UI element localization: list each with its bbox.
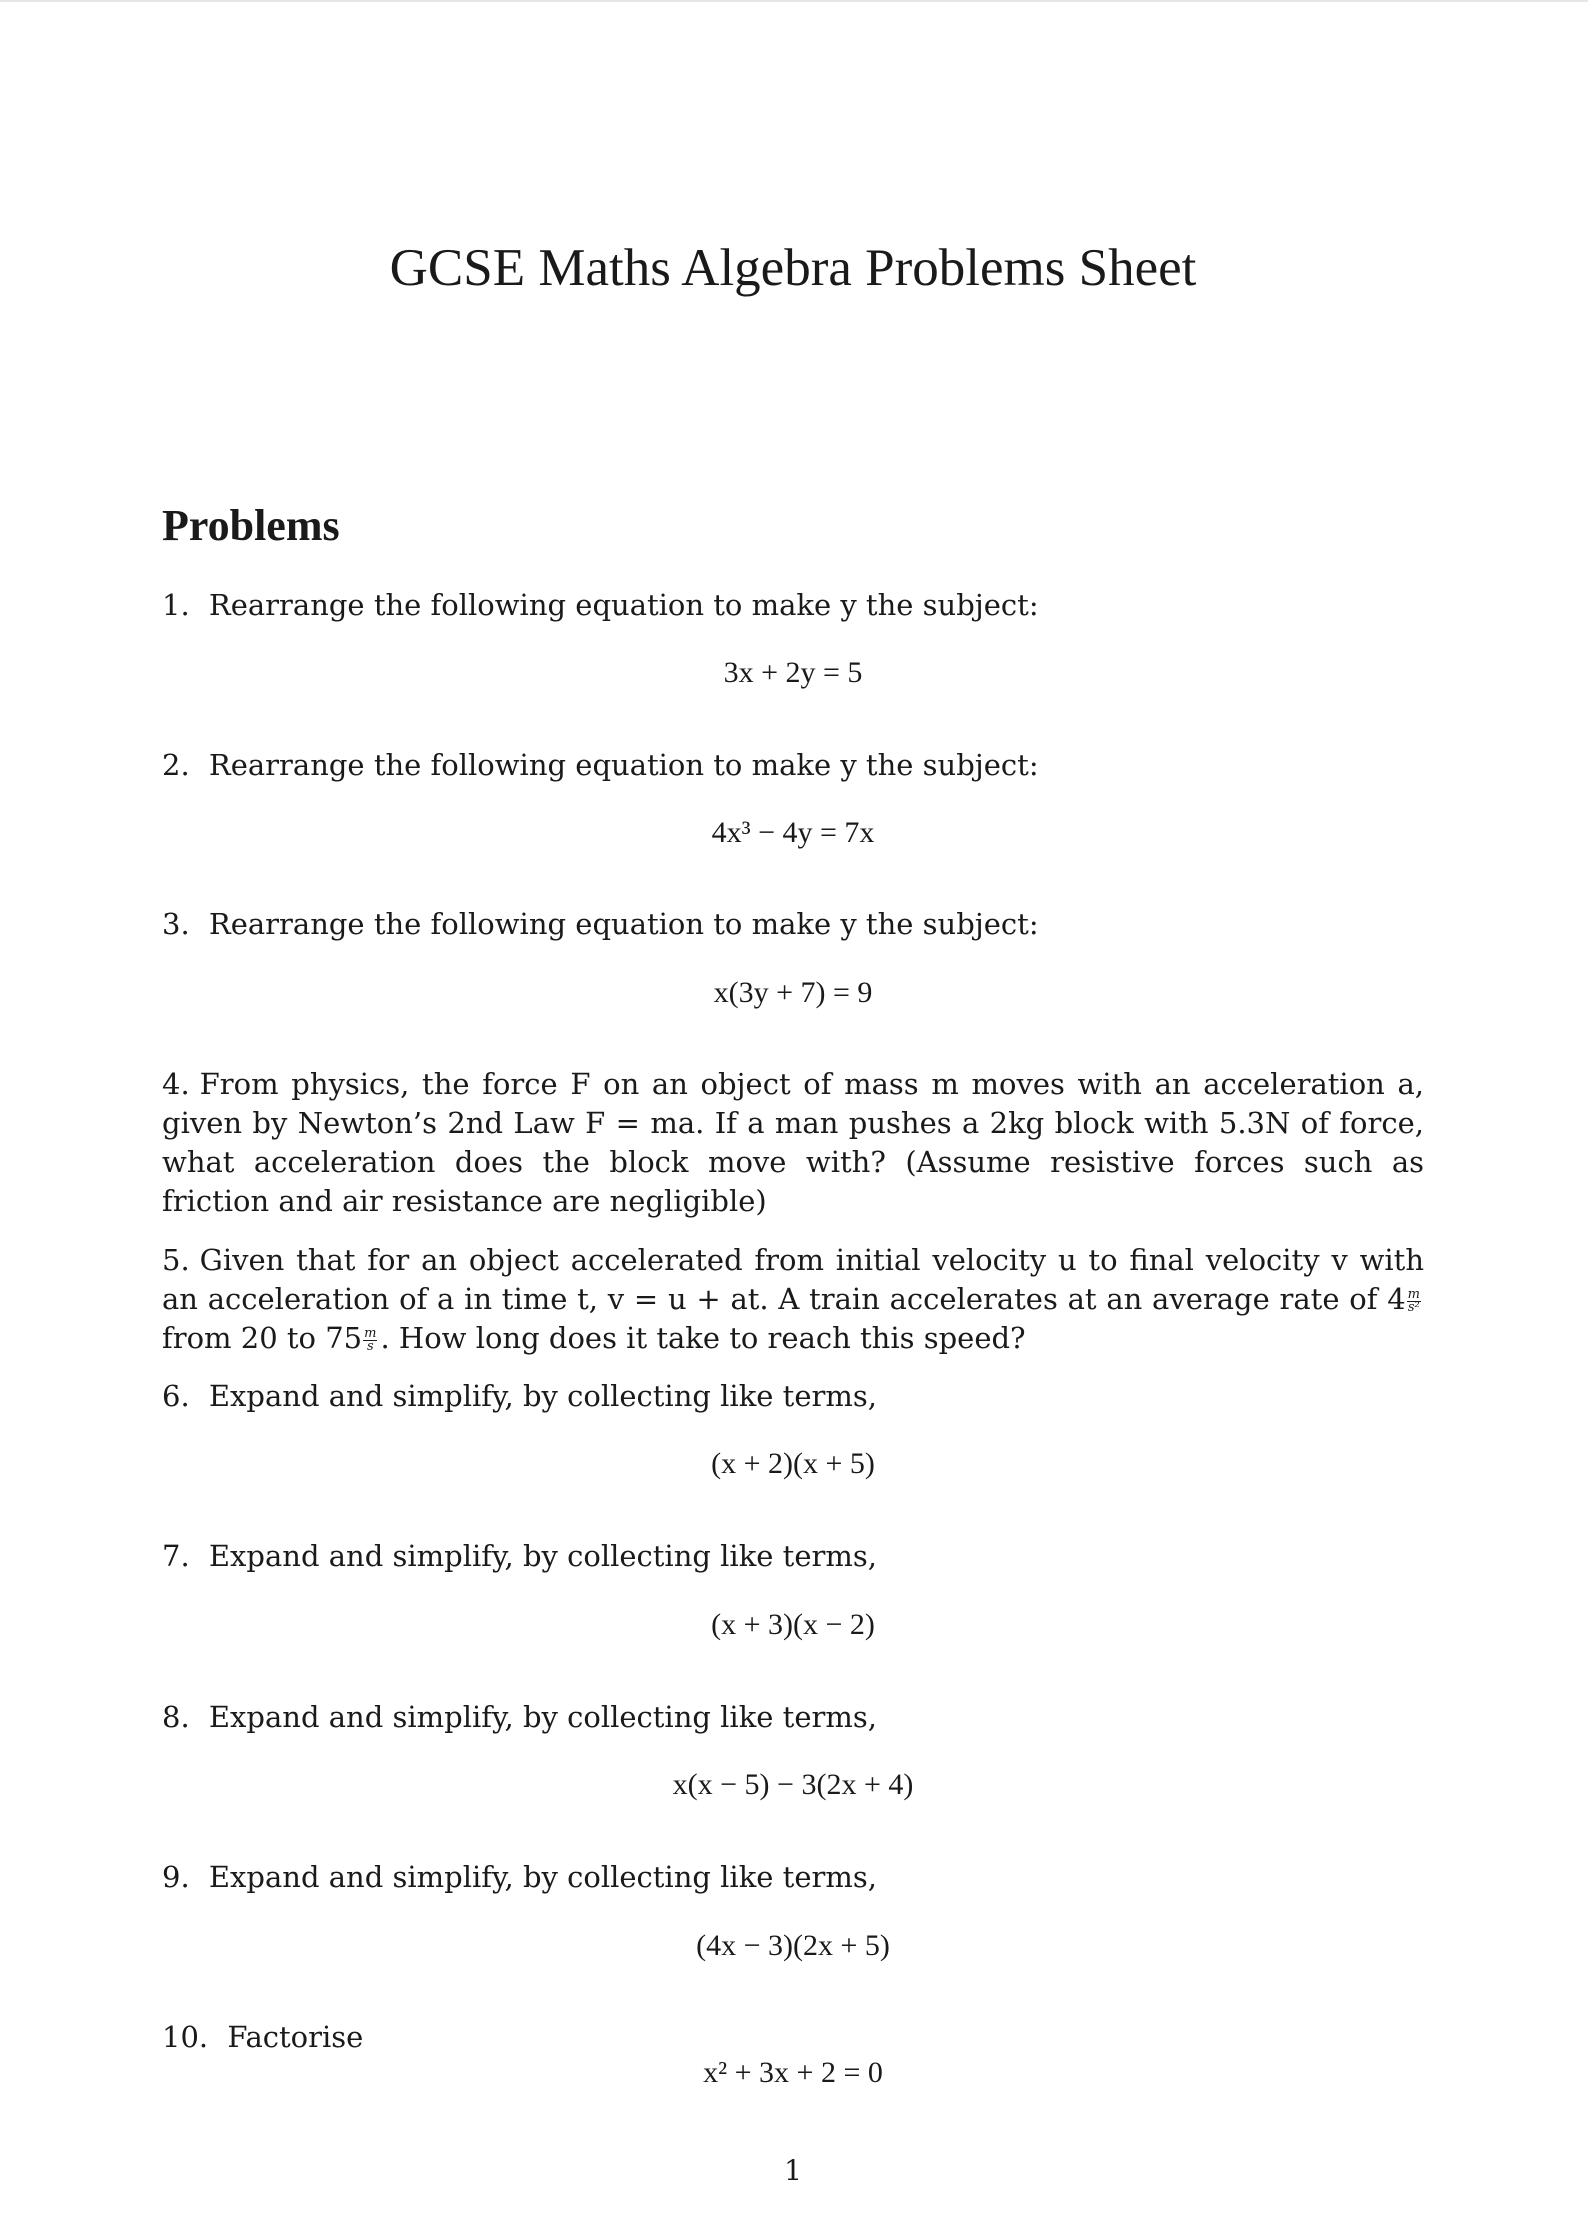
document-page — [162, 0, 1424, 2236]
problem-3 — [162, 905, 1424, 944]
problem-number: 1. — [162, 588, 190, 622]
problem-text: Expand and simplify, by collecting like terms, — [208, 1379, 877, 1413]
problem-10 — [162, 2018, 1424, 2057]
equation-2: 4x³ − 4y = 7x — [711, 816, 875, 849]
problem-text-part2: from 20 to 75 — [162, 1321, 363, 1355]
problem-number: 2. — [162, 748, 190, 782]
problem-number: 8. — [162, 1700, 190, 1734]
equation-6: (x + 2)(x + 5) — [711, 1447, 875, 1480]
problem-number: 6. — [162, 1379, 190, 1413]
page-number: 1 — [784, 2154, 802, 2187]
problem-1 — [162, 586, 1424, 625]
unit-fraction-m-per-s2 — [1407, 1286, 1421, 1315]
fraction-numerator: m — [364, 1325, 377, 1341]
equation-10: x² + 3x + 2 = 0 — [703, 2056, 883, 2089]
problem-text-part1: Given that for an object accelerated from initial velocity u to final velocity v with an acceleration of a in time t, v = u + at. A train accelerates at an average rate of 4 — [162, 1243, 1424, 1316]
problem-2 — [162, 746, 1424, 785]
problem-text: Expand and simplify, by collecting like terms, — [208, 1539, 877, 1573]
problem-text: Expand and simplify, by collecting like terms, — [208, 1860, 877, 1894]
problem-text: Rearrange the following equation to make y the subject: — [208, 907, 1039, 941]
section-heading: Problems — [162, 501, 340, 550]
problem-number: 5. — [162, 1243, 190, 1277]
problem-7 — [162, 1537, 1424, 1576]
equation-3: x(3y + 7) = 9 — [713, 976, 873, 1009]
page-title: GCSE Maths Algebra Problems Sheet — [389, 239, 1197, 297]
problem-number: 7. — [162, 1539, 190, 1573]
problem-number: 3. — [162, 907, 190, 941]
problem-number: 10. — [162, 2020, 209, 2054]
fraction-denominator: s² — [1407, 1299, 1420, 1315]
problem-text: Expand and simplify, by collecting like terms, — [208, 1700, 877, 1734]
problem-text: Rearrange the following equation to make y the subject: — [208, 588, 1039, 622]
equation-1: 3x + 2y = 5 — [723, 656, 863, 689]
fraction-numerator: m — [1407, 1286, 1420, 1302]
equation-9: (4x − 3)(2x + 5) — [696, 1929, 890, 1962]
equation-7: (x + 3)(x − 2) — [711, 1608, 875, 1641]
problem-6 — [162, 1377, 1424, 1416]
problem-4 — [162, 1065, 1424, 1221]
problem-number: 4. — [162, 1067, 190, 1101]
problem-text-part3: . How long does it take to reach this speed? — [380, 1321, 1026, 1355]
problem-text: Factorise — [227, 2020, 364, 2054]
problem-9 — [162, 1858, 1424, 1897]
problem-8 — [162, 1698, 1424, 1737]
fraction-denominator: s — [366, 1338, 374, 1354]
problem-5 — [162, 1241, 1424, 1358]
problem-text: From physics, the force F on an object of mass m moves with an acceleration a, given by Newton’s 2nd Law F = ma. If a man pushes a 2kg block with 5.3N of force, what acceleration does the block move with? (Assume resistive forces such as friction and air resistance are negligible) — [162, 1067, 1424, 1218]
problem-text: Rearrange the following equation to make y the subject: — [208, 748, 1039, 782]
unit-fraction-m-per-s — [363, 1325, 377, 1354]
equation-8: x(x − 5) − 3(2x + 4) — [672, 1768, 914, 1801]
problem-number: 9. — [162, 1860, 190, 1894]
